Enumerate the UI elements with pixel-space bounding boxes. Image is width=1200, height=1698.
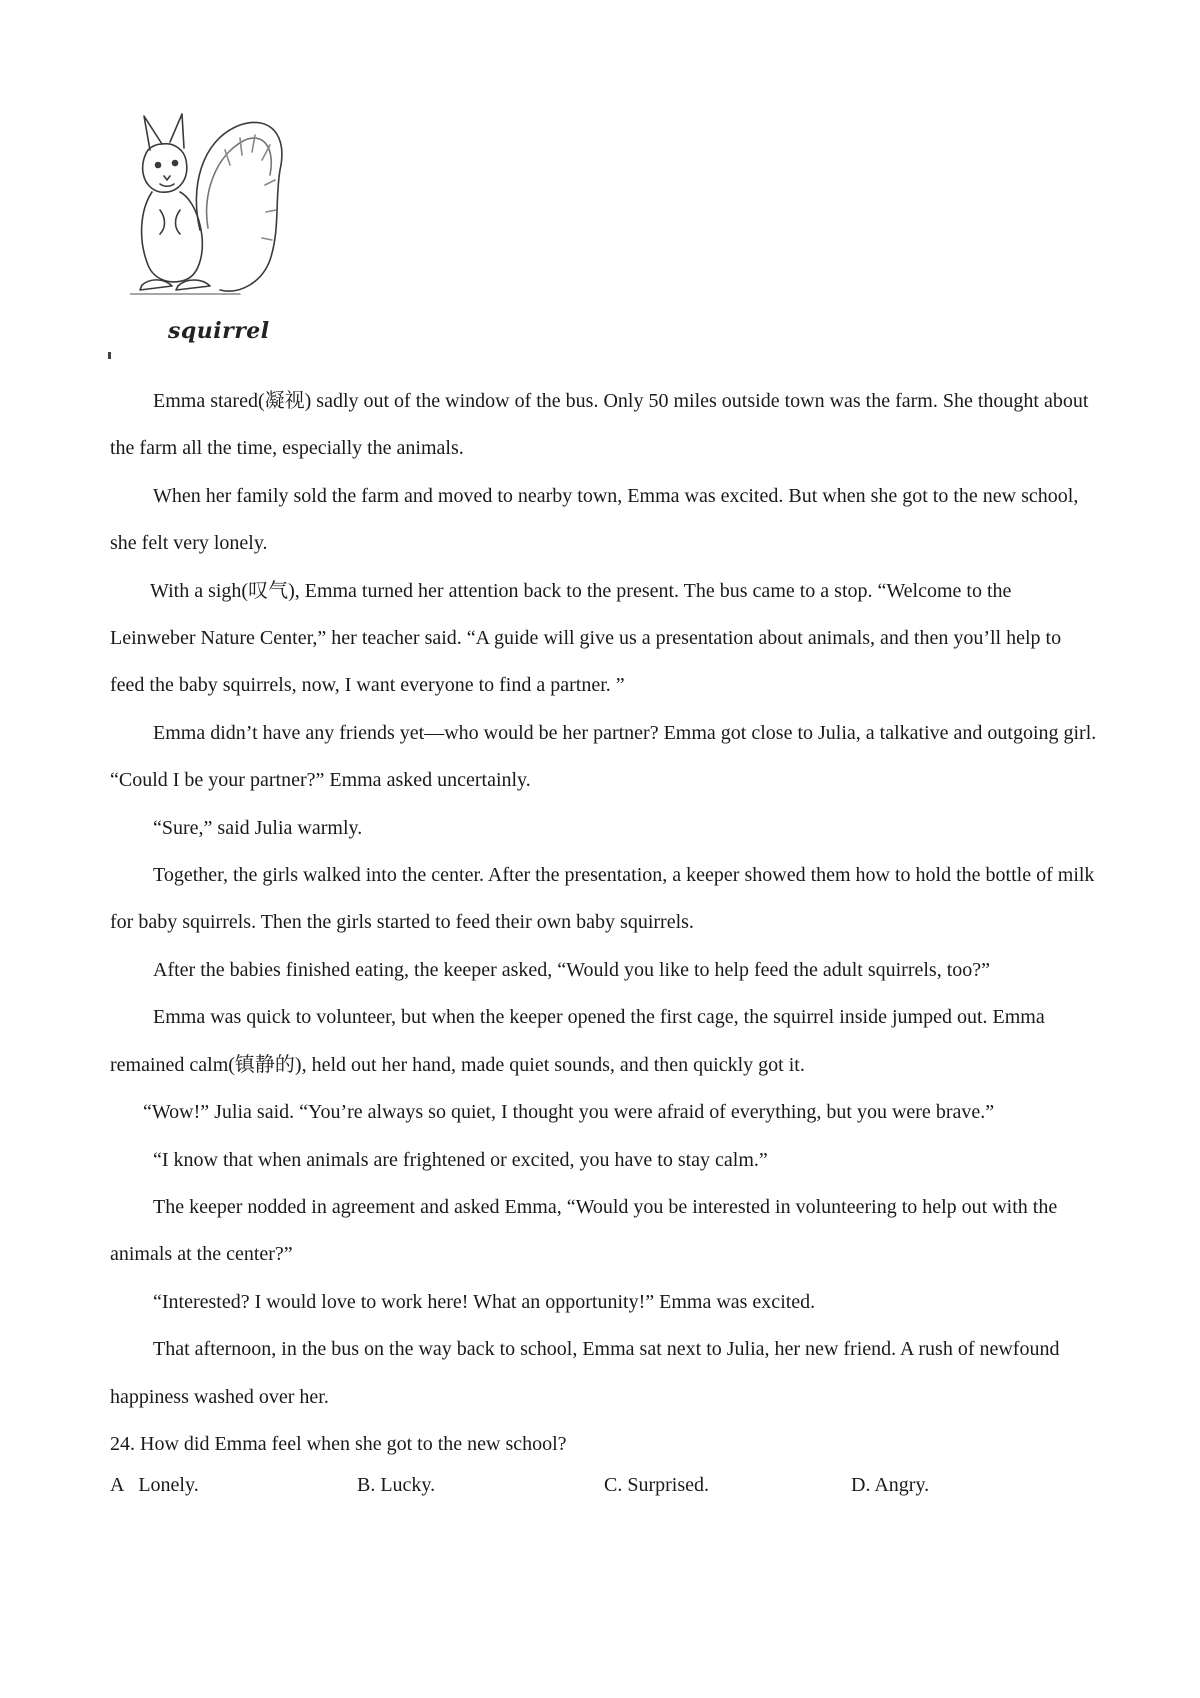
paragraph: With a sigh(叹气), Emma turned her attention back to the present. The bus came to a stop. “Welcome to the Leinweber Nature Center,” her teacher said. “A guide will give us a presentation about animals, and then you’ll help to feed the baby squirrels, now, I want everyone to find a partner. ”	[110, 579, 1062, 697]
paragraph: That afternoon, in the bus on the way back to school, Emma sat next to Julia, her new friend. A rush of newfound happiness washed over her.	[110, 1338, 1060, 1408]
paragraph: Emma stared(凝视) sadly out of the window of the bus. Only 50 miles outside town was the farm. She thought about the farm all the time, especially the animals.	[110, 390, 1089, 460]
paragraph: After the babies finished eating, the keeper asked, “Would you like to help feed the adult squirrels, too?”	[153, 958, 991, 981]
margin-mark	[108, 352, 111, 359]
paragraph: Together, the girls walked into the center. After the presentation, a keeper showed them how to hold the bottle of milk for baby squirrels. Then the girls started to feed their own baby squirrels.	[110, 864, 1095, 934]
figure-caption: squirrel	[168, 318, 270, 344]
option-c: C. Surprised.	[604, 1474, 709, 1496]
paragraph: “Sure,” said Julia warmly.	[153, 816, 363, 839]
paragraph: Emma didn’t have any friends yet—who would be her partner? Emma got close to Julia, a talkative and outgoing girl. “Could I be your partner?” Emma asked uncertainly.	[110, 721, 1097, 792]
paragraph: “Wow!” Julia said. “You’re always so quiet, I thought you were afraid of everything, but you were brave.”	[143, 1101, 995, 1124]
paragraph: The keeper nodded in agreement and asked Emma, “Would you be interested in volunteering to help out with the animals at the center?”	[110, 1195, 1058, 1266]
option-b: B. Lucky.	[357, 1474, 436, 1496]
option-a: A Lonely.	[110, 1474, 199, 1496]
question-text: 24. How did Emma feel when she got to the new school?	[110, 1432, 567, 1455]
paragraph: When her family sold the farm and moved to nearby town, Emma was excited. But when she got to the new school, she felt very lonely.	[110, 484, 1079, 555]
paragraph: “Interested? I would love to work here! What an opportunity!” Emma was excited.	[153, 1290, 816, 1313]
squirrel-icon	[130, 110, 290, 310]
option-d: D. Angry.	[851, 1474, 930, 1496]
paragraph: “I know that when animals are frightened or excited, you have to stay calm.”	[153, 1148, 768, 1171]
paragraph: Emma was quick to volunteer, but when the keeper opened the first cage, the squirrel inside jumped out. Emma remained calm(镇静的), held out her hand, made quiet sounds, and then quickly got it.	[110, 1006, 1045, 1076]
reading-passage	[110, 378, 1100, 1468]
